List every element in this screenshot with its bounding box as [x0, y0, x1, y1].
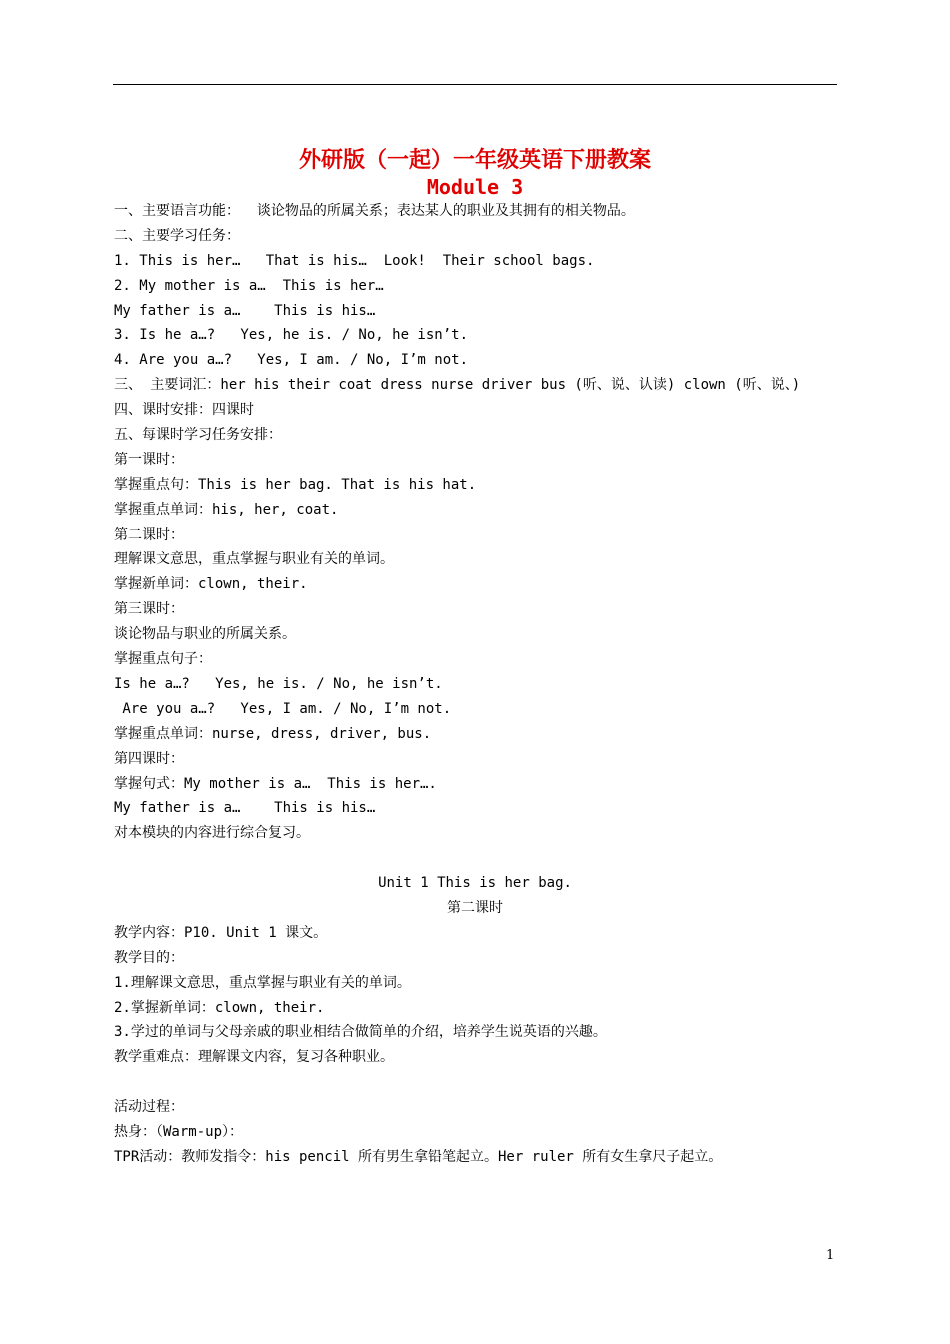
- text-line: 理解课文意思，重点掌握与职业有关的单词。: [114, 551, 394, 568]
- text-line: TPR活动：教师发指令：his pencil 所有男生拿铅笔起立。Her ruler 所有女生拿尺子起立。: [114, 1148, 723, 1165]
- text-line: 掌握重点单词：nurse, dress, driver, bus.: [114, 725, 432, 742]
- text-line: 4. Are you a…? Yes, I am. / No, I’m not.: [114, 352, 469, 369]
- text-line: 第四课时：: [114, 750, 184, 767]
- header-rule: [113, 84, 837, 85]
- text-line: 热身：（Warm-up）：: [114, 1123, 244, 1140]
- text-line: 四、课时安排：四课时: [114, 402, 254, 419]
- text-line: My father is a… This is his…: [114, 302, 376, 319]
- text-line: 掌握重点句：This is her bag. That is his hat.: [114, 476, 477, 493]
- text-line: 掌握句式：My mother is a… This is her….: [114, 775, 437, 792]
- blank-line: [114, 846, 849, 871]
- text-line: 五、每课时学习任务安排：: [114, 427, 282, 444]
- text-line: 掌握重点句子：: [114, 651, 212, 668]
- text-line: 对本模块的内容进行综合复习。: [114, 825, 310, 842]
- text-line: 1.理解课文意思，重点掌握与职业有关的单词。: [114, 974, 411, 991]
- text-line: 3.学过的单词与父母亲戚的职业相结合做简单的介绍，培养学生说英语的兴趣。: [114, 1024, 607, 1041]
- lesson-subtitle: 第二课时: [447, 899, 503, 916]
- document-title: 外研版（一起）一年级英语下册教案: [298, 147, 651, 173]
- text-line: 三、 主要词汇：her his their coat dress nurse driver bus (听、说、认读) clown (听、说、): [114, 377, 801, 394]
- text-line: 二、主要学习任务：: [114, 227, 240, 244]
- text-line: 谈论物品与职业的所属关系。: [114, 626, 296, 643]
- module-title: Module 3: [426, 175, 524, 199]
- text-line: 第三课时：: [114, 601, 184, 618]
- blank-line: [114, 1070, 849, 1095]
- text-line: Are you a…? Yes, I am. / No, I’m not.: [114, 700, 452, 717]
- text-line: 教学重难点：理解课文内容，复习各种职业。: [114, 1049, 394, 1066]
- page-number: 1: [826, 1248, 835, 1263]
- text-line: 第二课时：: [114, 526, 184, 543]
- text-line: 教学目的：: [114, 949, 184, 966]
- text-line: 掌握新单词：clown, their.: [114, 576, 308, 593]
- text-line: 教学内容：P10. Unit 1 课文。: [114, 924, 328, 941]
- text-line: 掌握重点单词：his, her, coat.: [114, 501, 339, 518]
- text-line: 一、主要语言功能： 谈论物品的所属关系；表达某人的职业及其拥有的相关物品。: [114, 203, 635, 219]
- text-line: 2.掌握新单词：clown, their.: [114, 999, 325, 1016]
- text-line: 3. Is he a…? Yes, he is. / No, he isn’t.: [114, 327, 469, 344]
- unit-title: Unit 1 This is her bag.: [378, 875, 572, 892]
- text-line: My father is a… This is his…: [114, 800, 376, 817]
- text-line: Is he a…? Yes, he is. / No, he isn’t.: [114, 675, 443, 692]
- document-body: [114, 199, 849, 1170]
- text-line: 第一课时：: [114, 451, 184, 468]
- text-line: 1. This is her… That is his… Look! Their school bags.: [114, 252, 595, 269]
- text-line: 2. My mother is a… This is her…: [114, 277, 384, 294]
- text-line: 活动过程：: [114, 1099, 184, 1116]
